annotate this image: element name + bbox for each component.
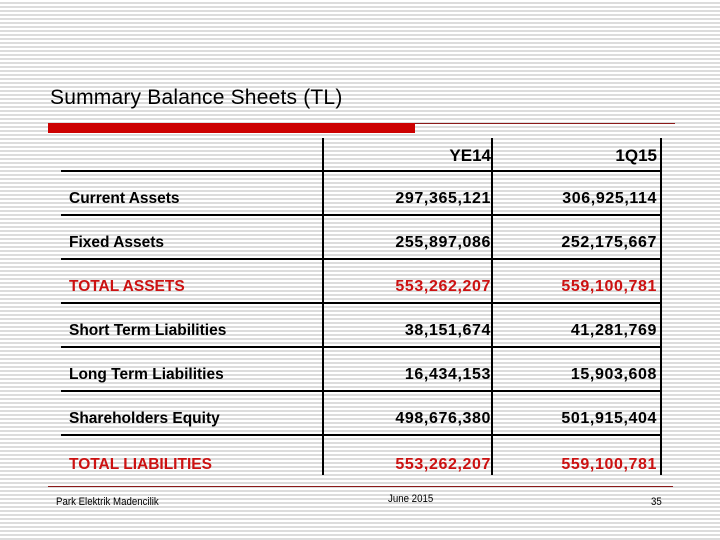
value-1q15: 252,175,667 — [561, 234, 657, 251]
row-label: Fixed Assets — [69, 234, 165, 251]
row-label: Long Term Liabilities — [69, 366, 224, 383]
value-1q15: 41,281,769 — [570, 322, 657, 339]
value-1q15: 559,100,781 — [561, 456, 657, 473]
row-label: TOTAL ASSETS — [69, 278, 185, 295]
column-header-1q15: 1Q15 — [615, 146, 657, 165]
value-ye14: 553,262,207 — [395, 456, 491, 473]
slide-title: Summary Balance Sheets (TL) — [50, 86, 343, 109]
table-row-total-liabilities — [61, 436, 661, 480]
value-1q15: 501,915,404 — [561, 410, 657, 427]
table-row-short-term-liabilities — [61, 304, 661, 348]
footer-date: June 2015 — [388, 493, 434, 505]
balance-sheet-table — [61, 138, 661, 480]
row-label: Shareholders Equity — [69, 410, 220, 427]
value-ye14: 38,151,674 — [404, 322, 491, 339]
table-row-shareholders-equity — [61, 392, 661, 436]
row-label: Current Assets — [69, 190, 180, 207]
table-header-row — [61, 138, 661, 172]
table-row-fixed-assets — [61, 216, 661, 260]
value-ye14: 297,365,121 — [395, 190, 491, 207]
row-label: TOTAL LIABILITIES — [69, 456, 212, 473]
row-label: Short Term Liabilities — [69, 322, 227, 339]
value-ye14: 255,897,086 — [395, 234, 491, 251]
column-header-ye14: YE14 — [449, 146, 491, 165]
footer-divider-line — [48, 486, 673, 487]
value-1q15: 559,100,781 — [561, 278, 657, 295]
table-row-long-term-liabilities — [61, 348, 661, 392]
value-ye14: 498,676,380 — [395, 410, 491, 427]
title-accent-bar — [48, 123, 415, 133]
footer-page-number: 35 — [651, 496, 662, 508]
title-divider-line — [415, 123, 675, 124]
footer-company: Park Elektrik Madencilik — [56, 496, 159, 508]
value-1q15: 306,925,114 — [562, 190, 657, 207]
value-ye14: 16,434,153 — [404, 366, 491, 383]
table-row-total-assets — [61, 260, 661, 304]
value-ye14: 553,262,207 — [395, 278, 491, 295]
table-row-current-assets — [61, 172, 661, 216]
value-1q15: 15,903,608 — [570, 366, 657, 383]
